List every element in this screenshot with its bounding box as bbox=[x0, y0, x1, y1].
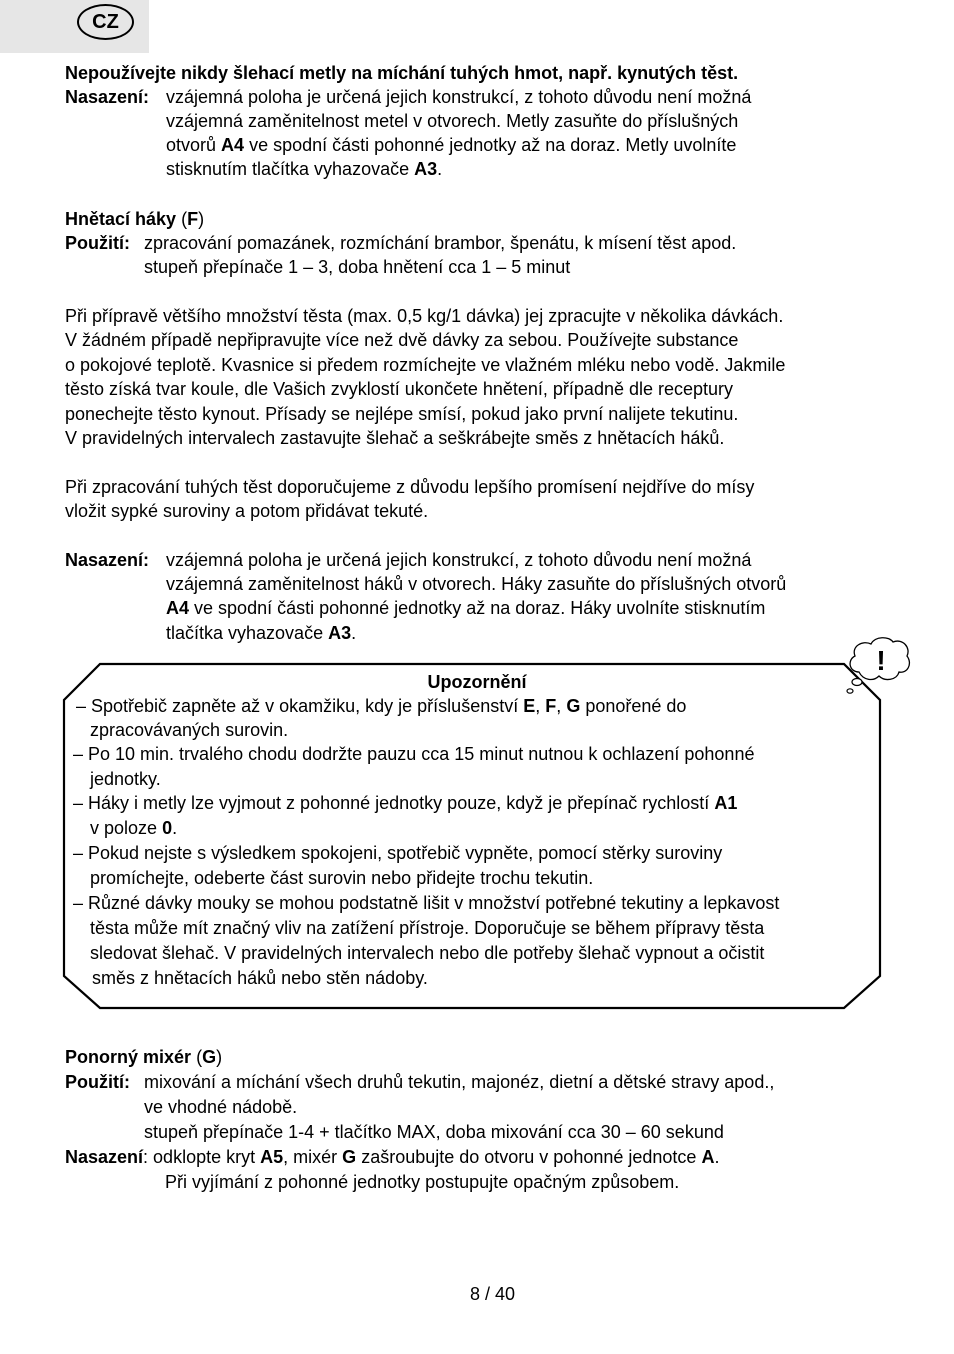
whisk-fitting-line: vzájemná poloha je určená jejich konstrukcí, z tohoto důvodu není možná bbox=[166, 87, 752, 107]
kneading-paragraph-line: těsto získá tvar koule, dle Vašich zvyklostí ukončete hnětení, případně dle receptury bbox=[65, 379, 734, 399]
kneading-title: Hnětací háky (F) bbox=[65, 209, 205, 229]
whisk-fitting-line: vzájemná zaměnitelnost metel v otvorech. Metly zasuňte do příslušných bbox=[166, 111, 739, 131]
blender-use-line: stupeň přepínače 1-4 + tlačítko MAX, doba mixování cca 30 – 60 sekund bbox=[144, 1122, 724, 1142]
language-code: CZ bbox=[92, 10, 119, 33]
notice-item: – Po 10 min. trvalého chodu dodržte pauzu cca 15 minut nutnou k ochlazení pohonné bbox=[73, 744, 755, 764]
page-number: 8 / 40 bbox=[470, 1284, 516, 1304]
blender-use-label: Použití: bbox=[65, 1072, 130, 1092]
notice-title: Upozornění bbox=[427, 672, 527, 692]
kneading-paragraph-line: vložit sypké suroviny a potom přidávat tekuté. bbox=[65, 501, 429, 521]
blender-fitting-line: Při vyjímání z pohonné jednotky postupujte opačným způsobem. bbox=[165, 1172, 680, 1192]
kneading-paragraph-line: Při přípravě většího množství těsta (max. 0,5 kg/1 dávka) jej zpracujte v několika dávkách. bbox=[65, 306, 784, 326]
whisk-warning: Nepoužívejte nikdy šlehací metly na míchání tuhých hmot, např. kynutých těst. bbox=[65, 63, 739, 83]
notice-item-cont: jednotky. bbox=[90, 769, 161, 789]
hook-fitting-line: vzájemná poloha je určená jejich konstrukcí, z tohoto důvodu není možná bbox=[166, 550, 752, 570]
notice-item-cont: směs z hnětacích háků nebo stěn nádoby. bbox=[92, 968, 428, 988]
hook-fitting-line: A4 ve spodní části pohonné jednotky až na doraz. Háky uvolníte stisknutím bbox=[166, 598, 766, 618]
notice-item: – Pokud nejste s výsledkem spokojeni, spotřebič vypněte, pomocí stěrky suroviny bbox=[73, 843, 723, 863]
whisk-fitting-line: otvorů A4 ve spodní části pohonné jednotky až na doraz. Metly uvolníte bbox=[166, 135, 737, 155]
exclamation-mark: ! bbox=[876, 645, 886, 676]
kneading-use-label: Použití: bbox=[65, 233, 130, 253]
kneading-paragraph-line: V pravidelných intervalech zastavujte šlehač a seškrábejte směs z hnětacích háků. bbox=[65, 428, 725, 448]
kneading-use-line: zpracování pomazánek, rozmíchání brambor, špenátu, k mísení těst apod. bbox=[144, 233, 737, 253]
notice-item: – Spotřebič zapněte až v okamžiku, kdy je příslušenství E, F, G ponořené do bbox=[76, 696, 687, 716]
notice-item-cont: těsta může mít značný vliv na zatížení přístroje. Doporučuje se během přípravy těsta bbox=[90, 918, 765, 938]
blender-fitting-line: Nasazení: odklopte kryt A5, mixér G zašroubujte do otvoru v pohonné jednotce A. bbox=[65, 1147, 720, 1167]
whisk-fitting-line: stisknutím tlačítka vyhazovače A3. bbox=[166, 159, 443, 179]
notice-item: – Různé dávky mouky se mohou podstatně lišit v množství potřebné tekutiny a lepkavost bbox=[73, 893, 780, 913]
hook-fitting-line: tlačítka vyhazovače A3. bbox=[166, 623, 357, 643]
kneading-paragraph-line: V žádném případě nepřipravujte více než dvě dávky za sebou. Používejte substance bbox=[65, 330, 739, 350]
kneading-paragraph-line: o pokojové teplotě. Kvasnice si předem rozmíchejte ve vlažném mléku nebo vodě. Jakmile bbox=[65, 355, 786, 375]
blender-use-line: ve vhodné nádobě. bbox=[144, 1097, 298, 1117]
kneading-paragraph-line: ponechejte těsto kynout. Přísady se nejlépe smísí, pokud jako první nalijete tekutinu. bbox=[65, 404, 739, 424]
kneading-use-line: stupeň přepínače 1 – 3, doba hnětení cca 1 – 5 minut bbox=[144, 257, 571, 277]
notice-item: – Háky i metly lze vyjmout z pohonné jednotky pouze, když je přepínač rychlostí A1 bbox=[73, 793, 738, 813]
blender-title: Ponorný mixér (G) bbox=[65, 1047, 223, 1067]
language-badge bbox=[77, 4, 134, 40]
notice-item-cont: zpracovávaných surovin. bbox=[90, 720, 289, 740]
hook-fitting-label: Nasazení: bbox=[65, 550, 150, 570]
whisk-fitting-label: Nasazení: bbox=[65, 87, 150, 107]
notice-item-cont: promíchejte, odeberte část surovin nebo přidejte trochu tekutin. bbox=[90, 868, 594, 888]
hook-fitting-line: vzájemná zaměnitelnost háků v otvorech. Háky zasuňte do příslušných otvorů bbox=[166, 574, 787, 594]
kneading-paragraph-line: Při zpracování tuhých těst doporučujeme z důvodu lepšího promísení nejdříve do mísy bbox=[65, 477, 755, 497]
blender-use-line: mixování a míchání všech druhů tekutin, majonéz, dietní a dětské stravy apod., bbox=[144, 1072, 775, 1092]
notice-item-cont: sledovat šlehač. V pravidelných intervalech nebo dle potřeby šlehač vypnout a očistit bbox=[90, 943, 765, 963]
notice-item-cont: v poloze 0. bbox=[90, 818, 178, 838]
